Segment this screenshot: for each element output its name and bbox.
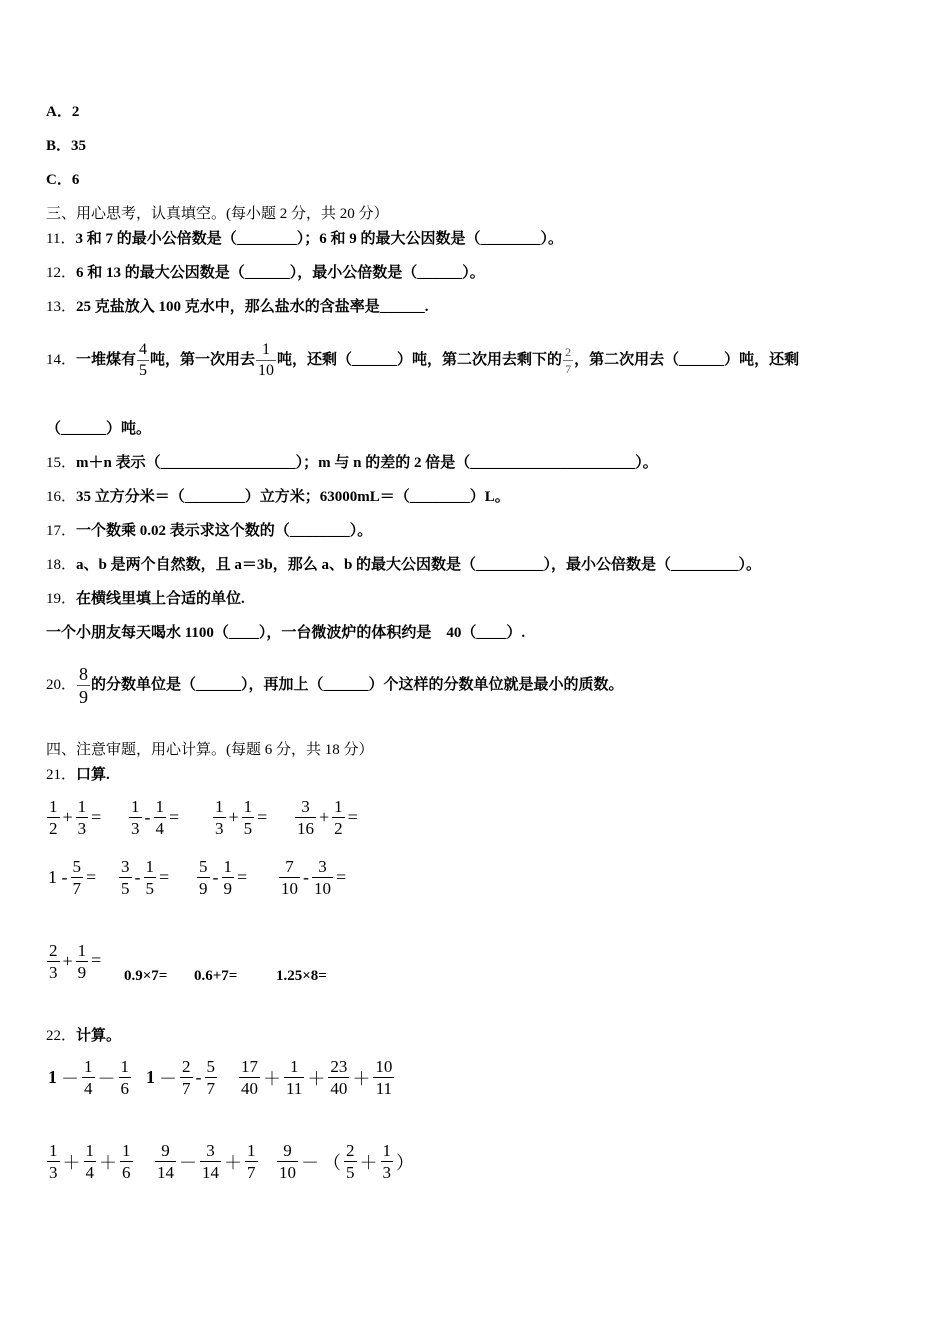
numerator: 1 [382, 1141, 391, 1160]
fraction [205, 1058, 218, 1097]
fraction [129, 798, 142, 837]
question-20 [46, 655, 624, 715]
equals-sign: = [86, 867, 97, 887]
question-text: 一堆煤有 [76, 352, 137, 368]
question-text: 6 和 13 的最大公因数是（______），最小公倍数是（______）。 [76, 265, 485, 281]
operator: - [144, 807, 151, 827]
question-number: 17． [46, 523, 77, 539]
fraction [47, 798, 60, 837]
fraction [119, 858, 132, 897]
denominator: 4 [155, 819, 164, 838]
operator: ＋ [263, 1068, 281, 1089]
denominator: 3 [215, 819, 224, 838]
question-number: 15． [46, 455, 77, 471]
denominator: 7 [247, 1163, 256, 1182]
denominator: 16 [297, 819, 314, 838]
fraction [381, 1142, 394, 1181]
numerator: 8 [79, 664, 89, 685]
denominator: 7 [565, 362, 572, 377]
numerator: 5 [206, 1057, 215, 1076]
numerator: 1 [49, 797, 58, 816]
denominator: 7 [182, 1079, 191, 1098]
operator: - [212, 867, 219, 887]
denominator: 5 [139, 362, 148, 380]
left-paren: （ [323, 1152, 341, 1173]
numerator: 1 [334, 797, 343, 816]
operator: + [62, 807, 73, 827]
denominator: 4 [84, 1079, 93, 1098]
fraction [245, 1142, 258, 1181]
fraction [284, 1058, 304, 1097]
numerator: 1 [284, 1058, 304, 1078]
numerator: 1 [77, 941, 87, 960]
numerator: 1 [120, 1057, 129, 1076]
numerator: 1 [49, 1141, 58, 1160]
fraction [563, 346, 573, 375]
question-text: a、b 是两个自然数，且 a＝3b，那么 a、b 的最大公因数是（_________），最小公倍数是（_________）。 [76, 557, 762, 573]
equals-sign: = [159, 867, 170, 887]
section-3-title: 三、用心思考，认真填空。(每小题 2 分，共 20 分） [46, 206, 389, 222]
equals-sign: = [91, 950, 102, 970]
operator: - [303, 867, 309, 887]
denominator: 11 [375, 1079, 393, 1098]
question-text: m＋n 表示（__________________）；m 与 n 的差的 2 倍是（______________________）。 [76, 455, 658, 471]
question-19 [46, 589, 245, 609]
denominator: 7 [72, 879, 81, 898]
calc-expression-6 [276, 1142, 416, 1181]
calc-expression-2 [144, 1058, 218, 1097]
denominator: 5 [346, 1163, 355, 1182]
numerator: 4 [137, 342, 149, 361]
operator: + [62, 951, 73, 971]
fraction [344, 1142, 357, 1181]
fraction [120, 1142, 133, 1181]
fraction [144, 858, 157, 897]
question-text: 35 立方分米＝（________）立方米；63000mL＝（________）L。 [76, 489, 510, 505]
mental-expression [278, 858, 348, 897]
mental-expression [118, 858, 171, 897]
equals-sign: = [237, 867, 248, 887]
question-number: 18． [46, 557, 77, 573]
fraction [77, 665, 90, 706]
mental-expression: 0.6+7= [194, 968, 238, 984]
numerator: 23 [330, 1057, 348, 1076]
question-16 [46, 487, 510, 507]
operator: + [319, 807, 330, 827]
fraction [277, 1142, 298, 1181]
numerator: 2 [49, 941, 58, 960]
numerator: 9 [277, 1142, 298, 1162]
calc-expression-4 [46, 1142, 134, 1181]
fraction [332, 798, 345, 837]
option-value: 2 [71, 104, 80, 120]
fraction [82, 1058, 95, 1097]
fraction [84, 1142, 97, 1181]
fraction [119, 1058, 132, 1097]
operator: ＋ [99, 1152, 117, 1173]
question-number: 13． [46, 299, 77, 315]
question-number: 21． [46, 767, 77, 783]
question-text: 的分数单位是（______），再加上（______）个这样的分数单位就是最小的质数。 [91, 677, 624, 693]
question-number: 12． [46, 265, 77, 281]
denominator: 10 [258, 362, 275, 380]
fraction [312, 858, 333, 897]
denominator: 10 [281, 879, 298, 898]
equals-sign: = [336, 867, 347, 887]
fraction [295, 798, 316, 837]
denominator: 4 [85, 1163, 94, 1182]
number: 1 [146, 1067, 155, 1087]
denominator: 5 [121, 879, 130, 898]
denominator: 7 [206, 1079, 215, 1098]
question-14-continued: （______）吨。 [46, 421, 152, 437]
equals-sign: = [257, 807, 268, 827]
numerator: 9 [155, 1142, 176, 1162]
numerator: 1 [145, 857, 154, 876]
equals-sign: = [91, 807, 102, 827]
question-15 [46, 453, 658, 473]
fraction [180, 1058, 193, 1097]
operator: ＋ [224, 1152, 242, 1173]
question-number: 11． [46, 231, 76, 247]
denominator: 9 [79, 687, 89, 708]
equals-sign: = [347, 807, 358, 827]
operator: - [134, 867, 141, 887]
section-4-title: 四、注意审题，用心计算。(每题 6 分，共 18 分） [46, 742, 374, 758]
numerator: 3 [312, 858, 333, 878]
fraction [256, 342, 276, 379]
fraction [373, 1058, 394, 1097]
question-number: 16． [46, 489, 77, 505]
denominator: 10 [314, 879, 331, 898]
mental-expression: 1.25×8= [276, 968, 327, 984]
question-number: 20． [46, 677, 77, 693]
question-12 [46, 263, 485, 283]
denominator: 3 [49, 963, 58, 982]
mental-expression: 0.9×7= [124, 968, 168, 984]
mental-expression [46, 798, 103, 837]
denominator: 2 [334, 819, 343, 838]
operator: ＋ [352, 1068, 371, 1089]
numerator: 1 [243, 797, 253, 816]
question-18 [46, 555, 761, 575]
fraction [47, 942, 60, 981]
fraction [200, 1142, 221, 1181]
fraction [137, 342, 149, 379]
operator: ＋ [307, 1068, 326, 1089]
fraction [239, 1058, 260, 1097]
calc-expression-5 [154, 1142, 259, 1181]
operator: 1 - [48, 867, 68, 887]
numerator: 3 [200, 1142, 221, 1162]
denominator: 6 [120, 1079, 129, 1098]
question-text: 在横线里填上合适的单位. [76, 591, 245, 607]
question-19-line-2: 一个小朋友每天喝水 1100（____），一台微波炉的体积约是 40（____）. [46, 625, 526, 641]
fraction [47, 1142, 60, 1181]
fraction [222, 858, 235, 897]
mental-expression [128, 798, 181, 837]
denominator: 9 [223, 879, 232, 898]
option-a [46, 102, 79, 122]
operator: － [159, 1068, 177, 1089]
mental-expression [46, 942, 103, 981]
question-14 [46, 330, 799, 390]
numerator: 2 [565, 345, 572, 360]
denominator: 14 [157, 1163, 174, 1182]
denominator: 6 [122, 1163, 131, 1182]
operator: - [195, 1067, 202, 1087]
denominator: 2 [49, 819, 58, 838]
fraction [76, 942, 89, 981]
question-text: ，第二次用去（______）吨，还剩 [574, 352, 800, 368]
denominator: 40 [241, 1079, 258, 1098]
numerator: 1 [215, 797, 224, 816]
operator: + [228, 807, 239, 827]
numerator: 1 [77, 797, 87, 816]
fraction [154, 798, 167, 837]
numerator: 1 [256, 342, 276, 361]
numerator: 2 [346, 1141, 355, 1160]
mental-expression [46, 858, 98, 897]
question-label: 口算. [76, 767, 110, 783]
option-letter: C． [46, 172, 72, 188]
equals-sign: = [169, 807, 180, 827]
fraction [279, 858, 300, 897]
operator: ＋ [62, 1152, 81, 1173]
option-letter: B． [46, 138, 72, 154]
operator: － [97, 1068, 116, 1089]
numerator: 3 [121, 857, 130, 876]
question-number: 14． [46, 352, 77, 368]
denominator: 3 [49, 1163, 58, 1182]
denominator: 9 [77, 963, 87, 982]
question-text: 3 和 7 的最小公倍数是（________）；6 和 9 的最大公因数是（________）。 [75, 231, 563, 247]
numerator: 1 [84, 1057, 93, 1076]
numerator: 5 [72, 857, 81, 876]
numerator: 17 [241, 1057, 258, 1076]
denominator: 3 [382, 1163, 391, 1182]
denominator: 40 [330, 1079, 348, 1098]
mental-expression [196, 858, 249, 897]
denominator: 9 [199, 879, 208, 898]
fraction [242, 798, 255, 837]
numerator: 1 [131, 797, 140, 816]
question-17 [46, 521, 372, 541]
question-text: 吨，第一次用去 [150, 352, 256, 368]
operator: － [61, 1068, 79, 1089]
question-22 [46, 1026, 121, 1046]
denominator: 3 [131, 819, 140, 838]
fraction [71, 858, 84, 897]
option-value: 35 [71, 138, 87, 154]
fraction [155, 1142, 176, 1181]
numerator: 1 [122, 1141, 131, 1160]
fraction [76, 798, 89, 837]
operator: － [179, 1152, 197, 1173]
fraction [197, 858, 210, 897]
fraction [328, 1058, 349, 1097]
numerator: 2 [182, 1057, 191, 1076]
numerator: 5 [199, 857, 208, 876]
operator: ＋ [359, 1152, 378, 1173]
numerator: 1 [155, 797, 164, 816]
option-c [46, 170, 79, 190]
numerator: 1 [247, 1141, 256, 1160]
denominator: 5 [145, 879, 154, 898]
question-number: 22． [46, 1028, 77, 1044]
question-21 [46, 765, 110, 785]
denominator: 14 [202, 1163, 219, 1182]
denominator: 3 [77, 819, 87, 838]
numerator: 3 [295, 798, 316, 818]
question-text: 吨，还剩（______）吨，第二次用去剩下的 [277, 352, 563, 368]
number: 1 [48, 1067, 57, 1087]
option-value: 6 [71, 172, 80, 188]
denominator: 5 [243, 819, 253, 838]
calc-expression-3 [238, 1058, 395, 1097]
option-b [46, 136, 86, 156]
mental-expression [294, 798, 360, 837]
numerator: 7 [279, 858, 300, 878]
question-label: 计算。 [76, 1028, 122, 1044]
numerator: 1 [223, 857, 232, 876]
right-paren: ） [396, 1152, 414, 1173]
numerator: 1 [85, 1141, 94, 1160]
calc-expression-1 [46, 1058, 132, 1097]
question-13 [46, 297, 429, 317]
denominator: 10 [279, 1163, 296, 1182]
denominator: 11 [286, 1079, 303, 1098]
option-letter: A． [46, 104, 72, 120]
numerator: 10 [375, 1057, 393, 1076]
question-11 [46, 229, 563, 249]
question-number: 19． [46, 591, 77, 607]
fraction [213, 798, 226, 837]
operator: － [301, 1152, 319, 1173]
question-text: 一个数乘 0.02 表示求这个数的（________）。 [76, 523, 373, 539]
mental-expression [212, 798, 269, 837]
question-text: 25 克盐放入 100 克水中，那么盐水的含盐率是______. [76, 299, 429, 315]
